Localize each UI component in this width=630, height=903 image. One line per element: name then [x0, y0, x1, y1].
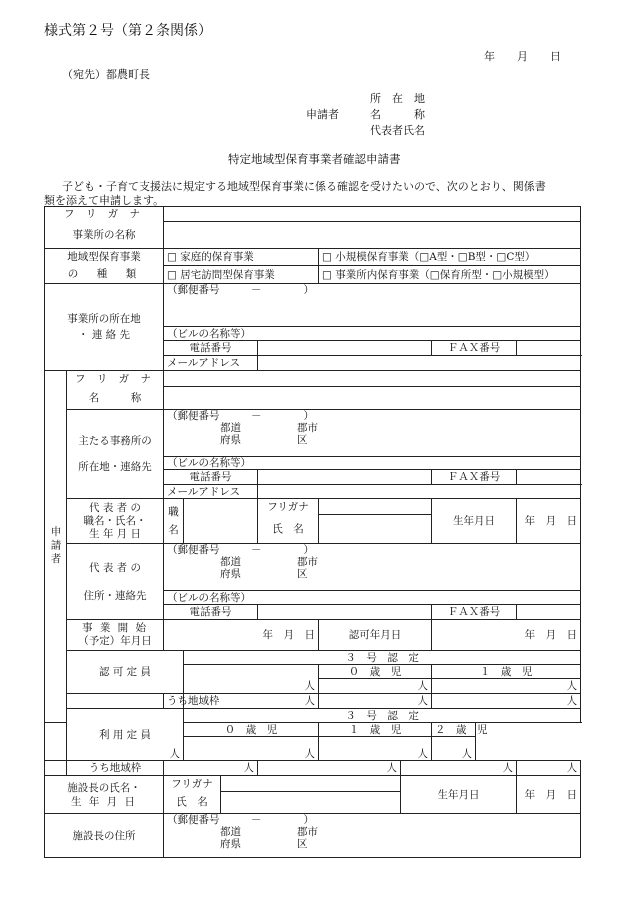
usage-local-age2-input[interactable]: 人: [517, 761, 581, 776]
option-office-daycare[interactable]: □ 事業所内保育事業（□保育所型・□小規模型）: [319, 266, 581, 284]
usage-local-age0-input[interactable]: 人: [258, 761, 401, 776]
application-form: [44, 206, 581, 858]
rep-fax-input[interactable]: [517, 605, 581, 620]
approved-local-age1-input[interactable]: 人: [432, 694, 581, 709]
director-address-label: 施設長の住所: [45, 814, 164, 858]
rep-name-label: 氏 名: [258, 515, 319, 544]
form-number: 様式第２号（第２条関係）: [44, 23, 212, 39]
rep-furigana-label: フリガナ: [258, 499, 319, 515]
facility-email-input[interactable]: [258, 356, 581, 371]
facility-phone-label: 電話番号: [164, 341, 258, 356]
document-title: 特定地域型保育事業者確認申請書: [228, 152, 401, 166]
rep-name-input[interactable]: [319, 515, 432, 544]
approved-age0-header: ０ 歳 児: [319, 665, 432, 679]
usage-age1-input[interactable]: 人: [319, 737, 432, 761]
usage-age2-header: ２ 歳 児: [432, 723, 476, 737]
service-type-label: 地域型保育事業: [45, 249, 164, 266]
main-office-fax-label: ＦＡＸ番号: [432, 470, 517, 485]
header-applicant-label: 申請者: [306, 108, 339, 121]
approved-age0-input[interactable]: 人: [319, 679, 432, 694]
usage-age0-header: ０ 歳 児: [184, 723, 319, 737]
usage-local-age1-input[interactable]: 人: [401, 761, 517, 776]
date-field[interactable]: 年 月 日: [484, 50, 561, 63]
main-office-building[interactable]: （ビルの名称等）: [164, 457, 581, 470]
intro-line-1: 子ども・子育て支援法に規定する地域型保育事業に係る確認を受けたいので、次のとおり、関係書: [62, 180, 546, 193]
usage-capacity-label: 利 用 定 員: [67, 709, 184, 761]
usage-age1-header: １ 歳 児: [319, 723, 432, 737]
header-address-label: 所 在 地: [370, 92, 425, 105]
facility-furigana-input[interactable]: [164, 207, 581, 222]
applicant-furigana-input[interactable]: [164, 371, 581, 387]
main-office-email-input[interactable]: [258, 485, 581, 499]
usage-local-quota-label: うち地域枠: [67, 761, 164, 776]
main-office-postal[interactable]: （郵便番号 － ） 都道 郡市 府県 区: [164, 410, 581, 457]
option-home-visit[interactable]: □ 居宅訪問型保育事業: [164, 266, 319, 284]
rep-post-input[interactable]: [184, 499, 258, 544]
director-address-input[interactable]: （郵便番号 － ） 都道 郡市 府県 区: [164, 814, 581, 858]
rep-phone-label: 電話番号: [164, 605, 258, 620]
approved-capacity-label: 認 可 定 員: [67, 651, 184, 694]
rep-title-label: 代 表 者 の 職名・氏名・ 生 年 月 日: [67, 499, 164, 544]
approved-local-quota-label: うち地域枠: [164, 694, 184, 709]
facility-fax-input[interactable]: [517, 341, 581, 356]
applicant-name-label: 名 称: [67, 387, 164, 410]
facility-name-input[interactable]: [164, 222, 581, 249]
usage-local-total-input[interactable]: 人: [164, 761, 258, 776]
facility-phone-input[interactable]: [258, 341, 432, 356]
main-office-phone-input[interactable]: [258, 470, 432, 485]
option-small-daycare[interactable]: □ 小規模保育事業（□A型・□B型・□C型）: [319, 249, 581, 266]
facility-name-label: 事業所の名称: [45, 222, 164, 249]
rep-fax-label: ＦＡＸ番号: [432, 605, 517, 620]
approval-date-input[interactable]: 年 月 日: [432, 620, 581, 651]
facility-address-label: 事業所の所在地 ・ 連 絡 先: [45, 284, 164, 371]
director-furigana-input[interactable]: [221, 776, 401, 792]
start-date-label: 事 業 開 始 （予定）年月日: [67, 620, 164, 651]
rep-furigana-input[interactable]: [319, 499, 432, 515]
rep-birth-label: 生年月日: [432, 499, 517, 544]
approved-total-input[interactable]: 人: [184, 679, 319, 694]
start-date-input[interactable]: 年 月 日: [164, 620, 319, 651]
applicant-vertical-label: 申請者: [45, 371, 67, 723]
option-home-daycare[interactable]: □ 家庭的保育事業: [164, 249, 319, 266]
rep-birth-input[interactable]: 年 月 日: [517, 499, 581, 544]
rep-post-label: 職 名: [164, 499, 184, 544]
rep-phone-input[interactable]: [258, 605, 432, 620]
main-office-fax-input[interactable]: [517, 470, 581, 485]
director-birth-label: 生年月日: [401, 776, 517, 814]
rep-address-label: 代 表 者 の 住所・連絡先: [67, 544, 164, 620]
header-rep-label: 代表者氏名: [370, 124, 425, 137]
facility-building[interactable]: （ビルの名称等）: [164, 327, 581, 341]
applicant-name-input[interactable]: [164, 387, 581, 410]
approved-cert3-header: ３ 号 認 定: [184, 651, 581, 665]
director-birth-input[interactable]: 年 月 日: [517, 776, 581, 814]
usage-age2-input[interactable]: 人: [432, 737, 476, 761]
usage-cert3-header: ３ 号 認 定: [184, 709, 581, 723]
approved-age1-header: １ 歳 児: [432, 665, 581, 679]
main-office-email-label: メールアドレス: [164, 485, 258, 499]
rep-address-postal[interactable]: （郵便番号 － ） 都道 郡市 府県 区: [164, 544, 581, 591]
usage-age0-input[interactable]: 人: [184, 737, 319, 761]
header-name-label: 名 称: [370, 108, 425, 121]
facility-postal[interactable]: （郵便番号 － ）: [164, 284, 581, 327]
intro-line-2: 類を添えて申請します。: [44, 194, 165, 207]
approved-local-total-input[interactable]: 人: [184, 694, 319, 709]
director-name-input[interactable]: [221, 792, 401, 814]
facility-email-label: メールアドレス: [164, 356, 258, 371]
director-name-field-label: 氏 名: [164, 792, 221, 814]
main-office-label: 主たる事務所の 所在地・連絡先: [67, 410, 164, 499]
main-office-phone-label: 電話番号: [164, 470, 258, 485]
facility-fax-label: ＦＡＸ番号: [432, 341, 517, 356]
addressee: （宛先）都農町長: [62, 68, 150, 81]
director-name-label: 施設長の氏名・ 生 年 月 日: [45, 776, 164, 814]
director-furigana-label: フリガナ: [164, 776, 221, 792]
furigana-label: フ リ ガ ナ: [45, 207, 164, 222]
usage-total-input[interactable]: 人: [45, 737, 184, 761]
approved-local-age0-input[interactable]: 人: [319, 694, 432, 709]
approved-age1-input[interactable]: 人: [432, 679, 581, 694]
rep-address-building[interactable]: （ビルの名称等）: [164, 591, 581, 605]
applicant-furigana-label: フ リ ガ ナ: [67, 371, 164, 387]
approval-date-label: 認可年月日: [319, 620, 432, 651]
service-type-label-2: の 種 類: [45, 266, 164, 284]
